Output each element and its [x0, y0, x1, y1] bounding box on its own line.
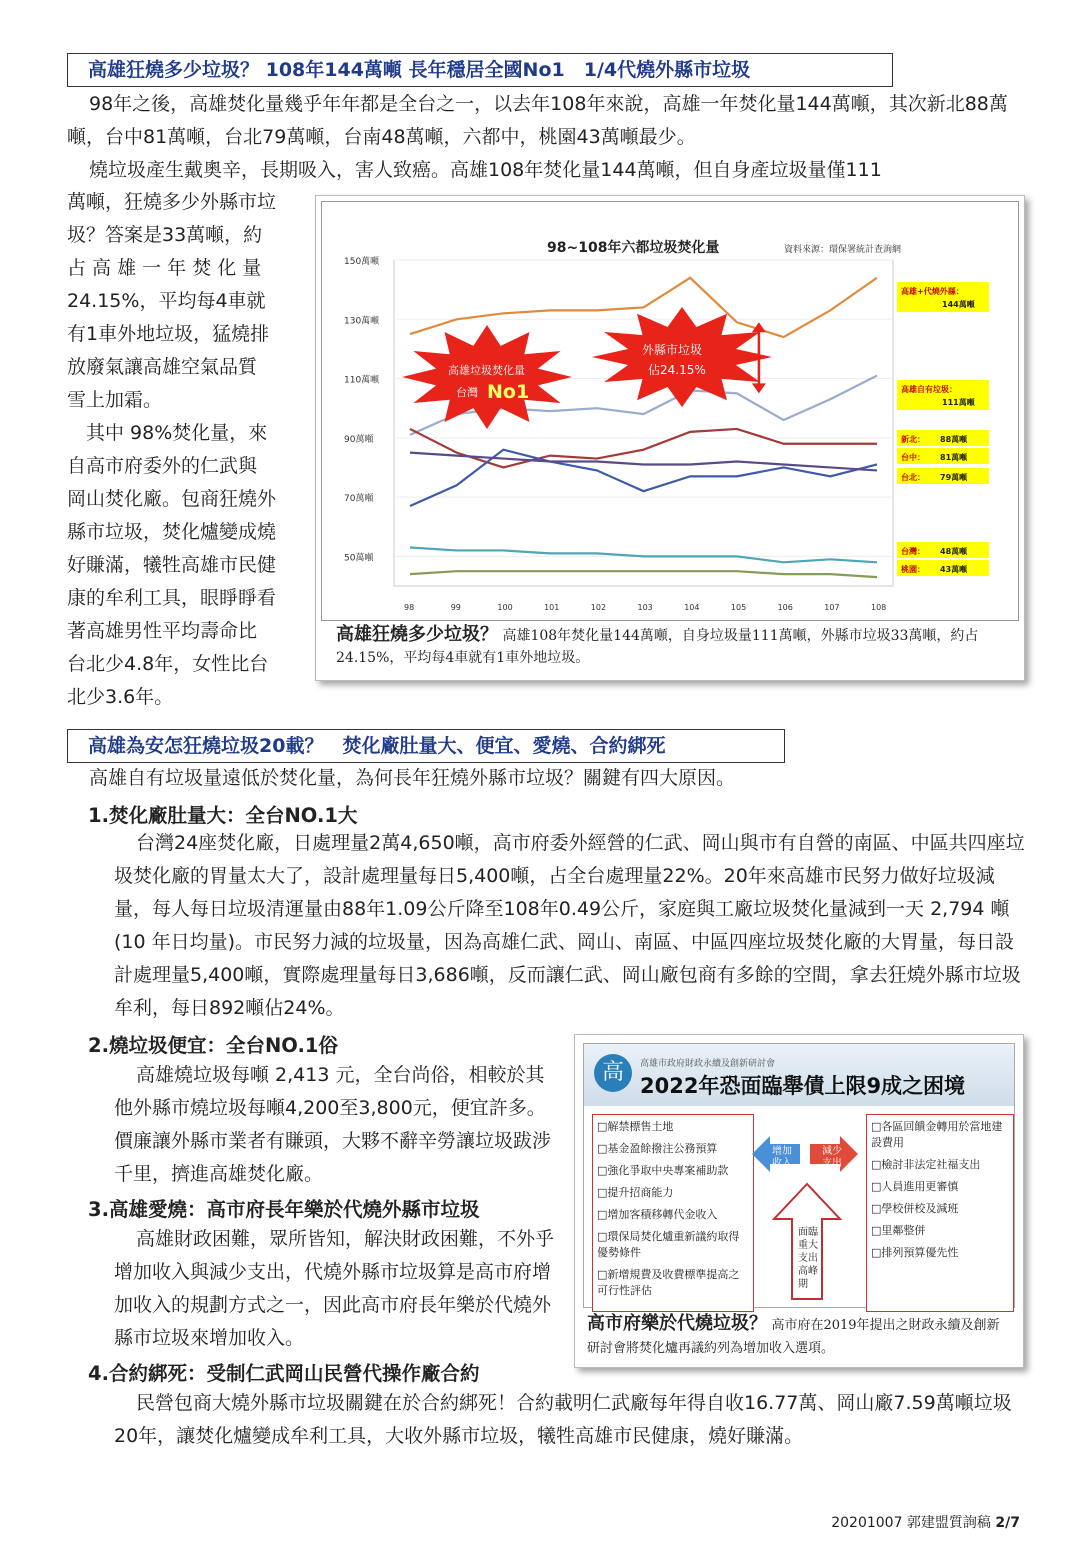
reason2-paragraph: 高雄燒垃圾每噸 2,413 元，全台尚俗，相較於其他外縣市燒垃圾每噸4,200至3,800元，便宜許多。價廉讓外縣市業者有賺頭，大夥不辭辛勞讓垃圾跋涉千里，擠進高雄焚化廠。 — [114, 1064, 552, 1185]
end-label-name: 新北： — [901, 435, 925, 444]
side-text-line: 其中 98%焚化量，來 — [67, 422, 268, 444]
side-text-line: 有1車外地垃圾，猛燒排 — [67, 323, 270, 345]
x-tick-label: 98 — [404, 603, 415, 612]
end-label-name: 桃園： — [901, 565, 925, 574]
slide — [583, 1043, 1015, 1308]
slide-list-item: □學校併校及減班 — [871, 1202, 959, 1215]
side-text-line: 台北少4.8年，女性比台 — [67, 653, 269, 675]
end-label-name: 台中： — [901, 453, 925, 462]
side-text-line: 岡山焚化廠。包商狂燒外 — [67, 488, 277, 510]
slide-list-item: □各區回饋金轉用於當地建設費用 — [871, 1120, 1003, 1149]
reason2-heading: 2.燒垃圾便宜：全台NO.1俗 — [88, 1034, 338, 1057]
reason3-paragraph: 高雄財政困難，眾所皆知，解決財政困難，不外乎增加收入與減少支出，代燒外縣市垃圾算是高市府增加收入的規劃方式之一，因此高市府長年樂於代燒外縣市垃圾來增加收入。 — [114, 1228, 555, 1349]
end-label-value: 81萬噸 — [940, 453, 968, 462]
chart-figure — [315, 195, 1025, 681]
slide-org: 高雄市政府財政永續及創新研討會 — [640, 1059, 776, 1069]
section2-title: 高雄為安怎狂燒垃圾20載？ 焚化廠肚量大、便宜、愛燒、合約綁死 — [67, 729, 785, 763]
slide-list-item: □解禁標售土地 — [597, 1120, 674, 1133]
y-tick-label: 150萬噸 — [344, 257, 380, 267]
y-tick-label: 50萬噸 — [344, 553, 374, 564]
decrease-label: 減少支出 — [822, 1146, 842, 1169]
y-tick-label: 130萬噸 — [344, 316, 380, 327]
burst-1-line1: 高雄垃圾焚化量 — [448, 364, 525, 377]
x-tick-label: 99 — [450, 603, 461, 612]
section1-side-text — [67, 186, 302, 714]
reason4-paragraph: 民營包商大燒外縣市垃圾關鍵在於合約綁死！合約載明仁武廠每年得自收16.77萬、岡山廠7.59萬噸垃圾20年，讓焚化爐變成牟利工具，大收外縣市垃圾，犧牲高雄市民健康，燒好賺滿。 — [114, 1392, 1012, 1447]
side-text-line: 自高市府委外的仁武與 — [67, 455, 258, 477]
end-label-name: 台北： — [901, 473, 925, 482]
x-tick-label: 105 — [730, 603, 747, 612]
end-label-value: 144萬噸 — [942, 300, 975, 309]
slide-list-item: □提升招商能力 — [597, 1186, 674, 1199]
end-label-value: 43萬噸 — [940, 565, 968, 574]
x-tick-label: 104 — [684, 603, 700, 612]
chart-title: 98~108年六都垃圾焚化量 — [547, 240, 720, 256]
slide-title: 2022年恐面臨舉債上限9成之困境 — [640, 1074, 966, 1098]
side-text-line: 康的牟利工具，眼睜睜看 — [67, 587, 277, 609]
reason3-heading: 3.高雄愛燒：高市府長年樂於代燒外縣市垃圾 — [88, 1198, 480, 1221]
side-text-line: 24.15%，平均每4車就 — [67, 290, 266, 312]
slide-right-panel — [866, 1114, 1014, 1312]
slide-list-item: □環保局焚化爐重新議約取得優勢條件 — [597, 1230, 740, 1259]
y-tick-label: 90萬噸 — [344, 434, 374, 445]
y-tick-label: 110萬噸 — [344, 375, 380, 386]
x-tick-label: 103 — [637, 603, 653, 612]
side-text-line: 著高雄男性平均壽命比 — [67, 620, 258, 642]
end-label-value: 48萬噸 — [940, 547, 968, 556]
page-footer: 20201007 郭建盟質詢稿 2/7 — [831, 1515, 1020, 1531]
x-tick-label: 108 — [871, 603, 887, 612]
end-label-value: 111萬噸 — [942, 398, 975, 407]
side-text-line: 縣市垃圾，焚化爐變成燒 — [67, 521, 277, 543]
burst-2-line2: 佔24.15% — [648, 363, 706, 377]
side-text-line: 圾？答案是33萬噸，約 — [67, 224, 263, 246]
slide-list-item: □人員進用更審慎 — [871, 1180, 959, 1193]
side-text-line: 萬噸，狂燒多少外縣市垃 — [67, 191, 277, 213]
section2-intro: 高雄自有垃圾量遠低於焚化量，為何長年狂燒外縣市垃圾？關鍵有四大原因。 — [89, 767, 736, 789]
slide-list-item: □新增規費及收費標準提高之可行性評估 — [597, 1268, 740, 1297]
increase-label: 增加收入 — [772, 1146, 792, 1169]
y-tick-label: 70萬噸 — [344, 494, 374, 505]
end-label-value: 88萬噸 — [940, 435, 968, 444]
slide-list-item: □檢討非法定社福支出 — [871, 1158, 981, 1171]
plot-area — [394, 260, 893, 586]
slide-list-item: □強化爭取中央專案補助款 — [597, 1164, 729, 1177]
slide-list-item: □增加客積移轉代金收入 — [597, 1208, 718, 1221]
slide-logo-icon: 高 — [594, 1054, 632, 1092]
burst-2-line1: 外縣市垃圾 — [642, 343, 703, 357]
slide-list-item: □基金盈餘撥注公務預算 — [597, 1142, 718, 1155]
slide-list-item: □里鄰整併 — [871, 1224, 926, 1237]
slide-left-panel — [592, 1114, 754, 1312]
peak-label: 面臨重大支出高峰期 — [798, 1227, 818, 1290]
side-text-line: 北少3.6年。 — [67, 686, 174, 708]
chart-caption: 高雄狂燒多少垃圾？ 高雄108年焚化量144萬噸，自身垃圾量111萬噸，外縣市垃圾33萬噸，約占24.15%，平均每4車就有1車外地垃圾。 — [336, 624, 979, 666]
x-tick-label: 100 — [497, 603, 513, 612]
reason4-heading: 4.合約綁死：受制仁武岡山民營代操作廠合約 — [88, 1362, 480, 1385]
side-text-line: 好賺滿，犧牲高雄市民健 — [67, 554, 277, 576]
section1-paragraph1: 98年之後，高雄焚化量幾乎年年都是全台之一，以去年108年來說，高雄一年焚化量144萬噸，其次新北88萬噸，台中81萬噸，台北79萬噸，台南48萬噸，六都中，桃園43萬噸最少。 燒垃圾產生戴奧辛，長期吸入，害人致癌。高雄108年焚化量144萬噸，但自身產垃圾量僅111 — [67, 93, 1008, 181]
end-label-name: 高雄自有垃圾： — [901, 385, 957, 394]
reason1-heading: 1.焚化廠肚量大：全台NO.1大 — [88, 804, 358, 827]
incineration-line-chart — [321, 201, 1019, 621]
side-text-line: 雪上加霜。 — [67, 389, 163, 411]
slide-list-item: □排列預算優先性 — [871, 1246, 959, 1259]
burst-1-line2a: 台灣 — [456, 386, 478, 399]
section1-title: 高雄狂燒多少垃圾？ 108年144萬噸 長年穩居全國No1 1/4代燒外縣市垃圾 — [67, 53, 893, 87]
x-tick-label: 107 — [824, 603, 840, 612]
slide-figure — [574, 1034, 1024, 1368]
end-label-value: 79萬噸 — [940, 473, 968, 482]
end-label-name: 高雄+代燒外縣： — [901, 287, 964, 296]
x-tick-label: 102 — [590, 603, 607, 612]
end-label-name: 台灣： — [901, 547, 925, 556]
chart-source: 資料來源：環保署統計查詢網 — [784, 245, 902, 255]
slide-caption: 高市府樂於代燒垃圾？ 高市府在2019年提出之財政永續及創新研討會將焚化爐再議約列為增加收入選項。 — [587, 1313, 1000, 1356]
side-text-line: 放廢氣讓高雄空氣品質 — [67, 356, 258, 378]
burst-1-line2b: No1 — [487, 381, 530, 403]
x-tick-label: 101 — [544, 603, 560, 612]
side-text-line: 占 高 雄 一 年 焚 化 量 — [67, 257, 262, 279]
reason1-paragraph: 台灣24座焚化廠，日處理量2萬4,650噸，高市府委外經營的仁武、岡山與市有自營的南區、中區共四座垃圾焚化廠的胃量太大了，設計處理量每日5,400噸，占全台處理量22%。20年來高雄市民努力做好垃圾減量，每人每日垃圾清運量由88年1.09公斤降至108年0.49公斤，家庭與工廠垃圾焚化量減到一天 2,794 噸(10 年日均量)。市民努力減的垃圾量，因為高雄仁武、岡山、南區、中區四座垃圾焚化廠的大胃量，每日設計處理量5,400噸，實際處理量每日3,686噸，反而讓仁武、岡山廠包商有多餘的空間，拿去狂燒外縣市垃圾牟利，每日892噸佔24%。 — [114, 832, 1025, 1019]
x-tick-label: 106 — [777, 603, 793, 612]
